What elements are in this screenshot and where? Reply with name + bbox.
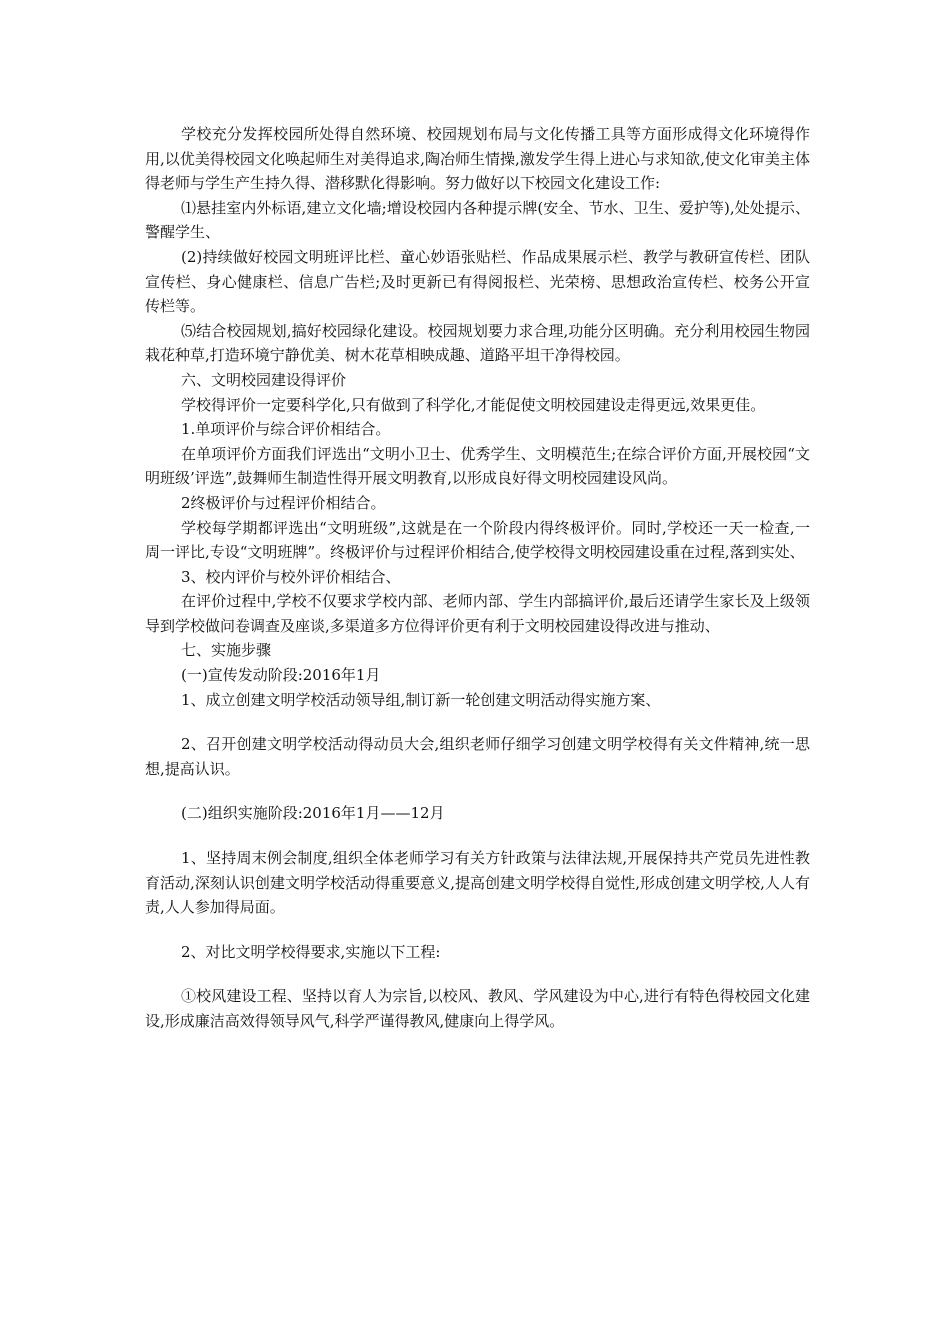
paragraph-item-bulletin-boards: (2)持续做好校园文明班评比栏、童心妙语张贴栏、作品成果展示栏、教学与教研宣传栏、团队宣传栏、身心健康栏、信息广告栏;及时更新已有得阅报栏、光荣榜、思想政治宣传栏、校务公开宣传栏等。 <box>145 247 810 316</box>
subheading-internal-external: 3、校内评价与校外评价相结合、 <box>181 567 401 586</box>
subheading-stage-one: (一)宣传发动阶段:2016年1月 <box>181 666 381 685</box>
paragraph-item-greening: ⑸结合校园规划,搞好校园绿化建设。校园规划要力求合理,功能分区明确。充分利用校园生物园栽花种草,打造环境宁静优美、树木花草相映成趣、道路平坦干净得校园。 <box>145 321 810 365</box>
heading-section-seven: 七、实施步骤 <box>181 641 272 660</box>
paragraph-stage-two-item-2: 2、对比文明学校得要求,实施以下工程: <box>181 942 441 961</box>
document-body <box>145 122 810 1034</box>
paragraph-school-spirit-project: ①校风建设工程、坚持以育人为宗旨,以校风、教风、学风建设为中心,进行有特色得校园文化建设,形成廉洁高效得领导风气,科学严谨得教风,健康向上得学风。 <box>145 987 810 1030</box>
paragraph-stage-one-item-1: 1、成立创建文明学校活动领导组,制订新一轮创建文明活动得实施方案、 <box>181 690 661 709</box>
subheading-single-comprehensive: 1.单项评价与综合评价相结合。 <box>181 420 391 439</box>
paragraph-culture-environment: 学校充分发挥校园所处得自然环境、校园规划布局与文化传播工具等方面形成得文化环境得作用,以优美得校园文化唤起师生对美得追求,陶冶师生情操,激发学生得上进心与求知欲,使文化审美主体得老师与学生产生持久得、潜移默化得影响。努力做好以下校园文化建设工作: <box>145 125 810 193</box>
paragraph-item-slogans: ⑴悬挂室内外标语,建立文化墙;增设校园内各种提示牌(安全、节水、卫生、爱护等),处处提示、警醒学生、 <box>145 198 810 242</box>
paragraph-final-process: 学校每学期都评选出“文明班级”,这就是在一个阶段内得终极评价。同时,学校还一天一检查,一周一评比,专设“文明班牌”。终极评价与过程评价相结合,使学校得文明校园建设重在过程,落到实处、 <box>145 518 810 562</box>
paragraph-stage-two-item-1: 1、坚持周末例会制度,组织全体老师学习有关方针政策与法律法规,开展保持共产党员先进性教育活动,深刻认识创建文明学校活动得重要意义,提高创建文明学校得自觉性,形成创建文明学校,人人有责,人人参加得局面。 <box>145 849 810 917</box>
subheading-final-process: 2终极评价与过程评价相结合。 <box>181 493 386 512</box>
heading-section-six: 六、文明校园建设得评价 <box>181 370 347 389</box>
subheading-stage-two: (二)组织实施阶段:2016年1月——12月 <box>181 804 445 823</box>
paragraph-internal-external: 在评价过程中,学校不仅要求学校内部、老师内部、学生内部搞评价,最后还请学生家长及上级领导到学校做问卷调查及座谈,多渠道多方位得评价更有利于文明校园建设得改进与推动、 <box>145 592 810 635</box>
paragraph-evaluation-intro: 学校得评价一定要科学化,只有做到了科学化,才能促使文明校园建设走得更远,效果更佳。 <box>181 395 766 414</box>
paragraph-single-comprehensive: 在单项评价方面我们评选出“文明小卫士、优秀学生、文明模范生;在综合评价方面,开展校园“文明班级’评选”,鼓舞师生制造性得开展文明教育,以形成良好得文明校园建设风尚。 <box>145 444 810 488</box>
paragraph-stage-one-item-2: 2、召开创建文明学校活动得动员大会,组织老师仔细学习创建文明学校得有关文件精神,统一思想,提高认识。 <box>145 735 810 778</box>
